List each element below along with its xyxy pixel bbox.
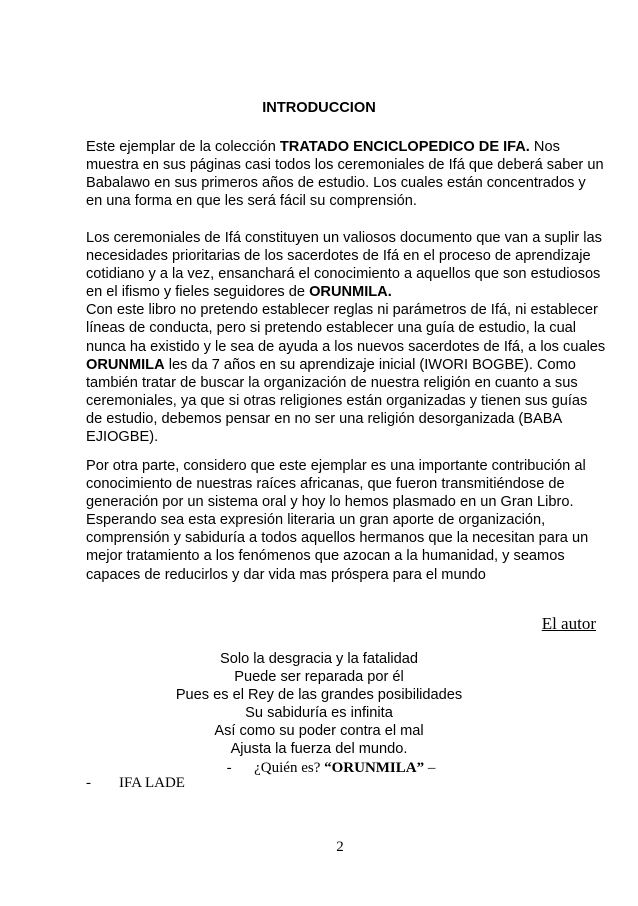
orunmila-bold: “ORUNMILA” [324, 759, 425, 776]
signature-line [86, 775, 185, 792]
text-run: les da 7 años en su aprendizaje inicial (IWORI BOGBE). Como también tratar de buscar la organización de nuestra religión en cuanto a sus ceremoniales, ya que si otras religiones están organizadas y tienen sus guías de estudio, debemos pensar en no ser una religión desorganizada (BABA EJIOGBE). [86, 356, 588, 446]
orunmila-bold: ORUNMILA. [309, 284, 392, 301]
page-number: 2 [336, 839, 344, 855]
verse-line: Su sabiduría es infinita [245, 705, 393, 722]
text-run: Nos muestra en sus páginas casi todos los ceremoniales de Ifá que deberá saber un Babalawo en sus primeros años de estudio. Los cuales están concentrados y en una forma en que les será fácil su comprensión. [86, 139, 604, 210]
text-run: Este ejemplar de la colección [86, 139, 280, 155]
question-text: ¿Quién es? [254, 759, 325, 776]
paragraph-ceremonials [86, 229, 606, 446]
dash: – [424, 759, 436, 776]
verse-line: Solo la desgracia y la fatalidad [220, 651, 418, 667]
verse-line: Puede ser reparada por él [234, 669, 404, 686]
dash: - [226, 759, 232, 776]
verse-line: Así como su poder contra el mal [214, 723, 424, 740]
text-run: Los ceremoniales de Ifá constituyen un valiosos documento que van a suplir las necesidades prioritarias de los sacerdotes de Ifá en el proceso de aprendizaje cotidiano y a la vez, ensanchará el conocimiento a aquellos que son estudiosos en el ifismo y fieles seguidores de [86, 230, 602, 301]
verse-block [0, 650, 638, 777]
author-signature: El autor [541, 614, 596, 633]
text-run: Esperando sea esta expresión literaria un gran aporte de organización, comprensión y sabiduría a todos aquellos hermanos que la necesitan para un mejor tratamiento a los fenómenos que azocan a la humanidad, y seamos capaces de reducirlos y dar vida mas próspera para el mundo [86, 512, 589, 583]
signature-name: IFA LADE [119, 775, 185, 791]
dash: - [86, 775, 91, 791]
verse-line: Ajusta la fuerza del mundo. [230, 741, 408, 758]
text-run: Por otra parte, considero que este ejemplar es una importante contribución al conocimiento de nuestras raíces africanas, que fueron transmitiéndose de generación por un sistema oral y hoy lo hemos plasmado en un Gran Libro. [86, 458, 586, 511]
verse-line: Pues es el Rey de las grandes posibilidades [175, 687, 463, 704]
paragraph-contribution [86, 457, 606, 584]
orunmila-bold: ORUNMILA [86, 356, 165, 373]
paragraph-intro [86, 138, 606, 210]
page-title: INTRODUCCION [262, 100, 376, 116]
verse-question [12, 759, 638, 777]
book-title-bold: TRATADO ENCICLOPEDICO DE IFA. [279, 139, 530, 155]
text-run: Con este libro no pretendo establecer reglas ni parámetros de Ifá, ni establecer líneas de conducta, pero si pretendo establecer una guía de estudio, la cual nunca ha existido y le sea de ayuda a los nuevos sacerdotes de Ifá, a los cuales [86, 302, 606, 355]
